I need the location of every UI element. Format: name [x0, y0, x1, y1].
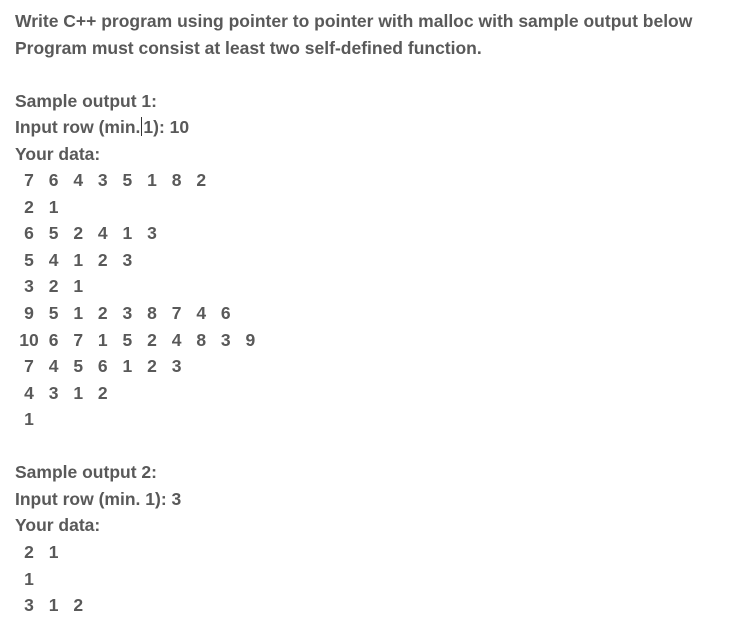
data-value: 2 [24, 196, 34, 217]
sample-output-1 [15, 88, 730, 433]
data-value: 7 [171, 302, 182, 323]
data-value: 5 [48, 302, 59, 323]
data-value: 1 [73, 382, 84, 403]
sample-1-data-label: Your data: [15, 143, 101, 164]
data-value: 7 [24, 170, 34, 190]
data-value: 5 [73, 356, 84, 377]
data-value: 1 [147, 170, 157, 190]
data-value: 1 [48, 595, 59, 616]
data-value: 2 [97, 382, 108, 403]
data-value: 6 [220, 302, 231, 323]
data-row [15, 194, 730, 221]
data-value: 2 [196, 170, 207, 190]
data-value: 3 [48, 382, 59, 403]
data-value: 5 [122, 170, 133, 190]
sample-output-2 [15, 459, 730, 618]
data-row [15, 247, 730, 274]
data-value: 5 [122, 329, 133, 350]
task-line-2: Program must consist at least two self-defined function. [15, 37, 482, 58]
data-value: 3 [24, 595, 34, 616]
data-row [15, 353, 730, 380]
data-value: 8 [196, 329, 207, 350]
sample-1-input-line [15, 114, 730, 141]
data-value: 1 [48, 541, 59, 562]
data-value: 2 [48, 276, 59, 297]
data-value: 1 [73, 249, 84, 270]
data-value: 5 [24, 249, 34, 270]
data-value: 1 [122, 223, 133, 244]
sample-1-data-rows [15, 167, 730, 433]
data-value: 10 [19, 329, 39, 350]
data-value: 2 [24, 541, 34, 562]
data-row [15, 273, 730, 300]
document-page [15, 8, 730, 619]
data-row [15, 406, 730, 433]
data-value: 3 [220, 329, 231, 350]
data-value: 8 [147, 302, 157, 323]
data-value: 1 [48, 196, 59, 217]
data-value: 6 [97, 356, 108, 377]
data-value: 3 [122, 302, 133, 323]
data-value: 4 [196, 302, 207, 323]
data-value: 4 [48, 249, 59, 270]
data-value: 3 [97, 170, 108, 190]
data-value: 7 [73, 329, 84, 350]
data-value: 1 [24, 568, 34, 589]
spacer [15, 433, 730, 460]
data-value: 2 [97, 249, 108, 270]
sample-1-input-prefix: Input row (min. [15, 117, 141, 137]
data-value: 4 [171, 329, 182, 350]
data-value: 2 [73, 223, 84, 244]
sample-2-data-rows [15, 539, 730, 619]
data-row [15, 167, 730, 194]
data-value: 6 [24, 223, 34, 244]
data-row [15, 380, 730, 407]
data-value: 2 [73, 595, 84, 616]
data-value: 1 [73, 276, 84, 297]
data-value: 3 [24, 276, 34, 297]
data-value: 1 [122, 356, 133, 377]
data-value: 4 [24, 382, 34, 403]
data-row [15, 327, 730, 354]
sample-2-input-line: Input row (min. 1): 3 [15, 488, 182, 509]
data-value: 4 [48, 356, 59, 377]
sample-2-data-label: Your data: [15, 515, 101, 536]
data-value: 1 [24, 409, 34, 430]
data-value: 5 [48, 223, 59, 244]
data-value: 3 [171, 356, 182, 377]
task-line-1: Write C++ program using pointer to pointer with malloc with sample output below [15, 11, 693, 31]
data-value: 6 [48, 170, 59, 190]
data-value: 2 [147, 356, 157, 377]
data-value: 4 [97, 223, 108, 244]
data-row [15, 220, 730, 247]
data-value: 3 [147, 223, 157, 244]
data-value: 9 [24, 302, 34, 323]
data-value: 2 [97, 302, 108, 323]
data-value: 2 [147, 329, 157, 350]
spacer [15, 61, 730, 88]
sample-2-title: Sample output 2: [15, 462, 157, 483]
data-value: 1 [97, 329, 108, 350]
data-row [15, 592, 730, 619]
data-value: 3 [122, 249, 133, 270]
data-row [15, 300, 730, 327]
data-value: 4 [73, 170, 84, 190]
sample-1-title: Sample output 1: [15, 90, 157, 111]
data-row [15, 539, 730, 566]
data-row [15, 566, 730, 593]
data-value: 1 [73, 302, 84, 323]
data-value: 7 [24, 356, 34, 377]
sample-1-input-suffix: 1): 10 [143, 117, 190, 137]
data-value: 6 [48, 329, 59, 350]
data-value: 8 [171, 170, 182, 190]
data-value: 9 [245, 329, 256, 350]
